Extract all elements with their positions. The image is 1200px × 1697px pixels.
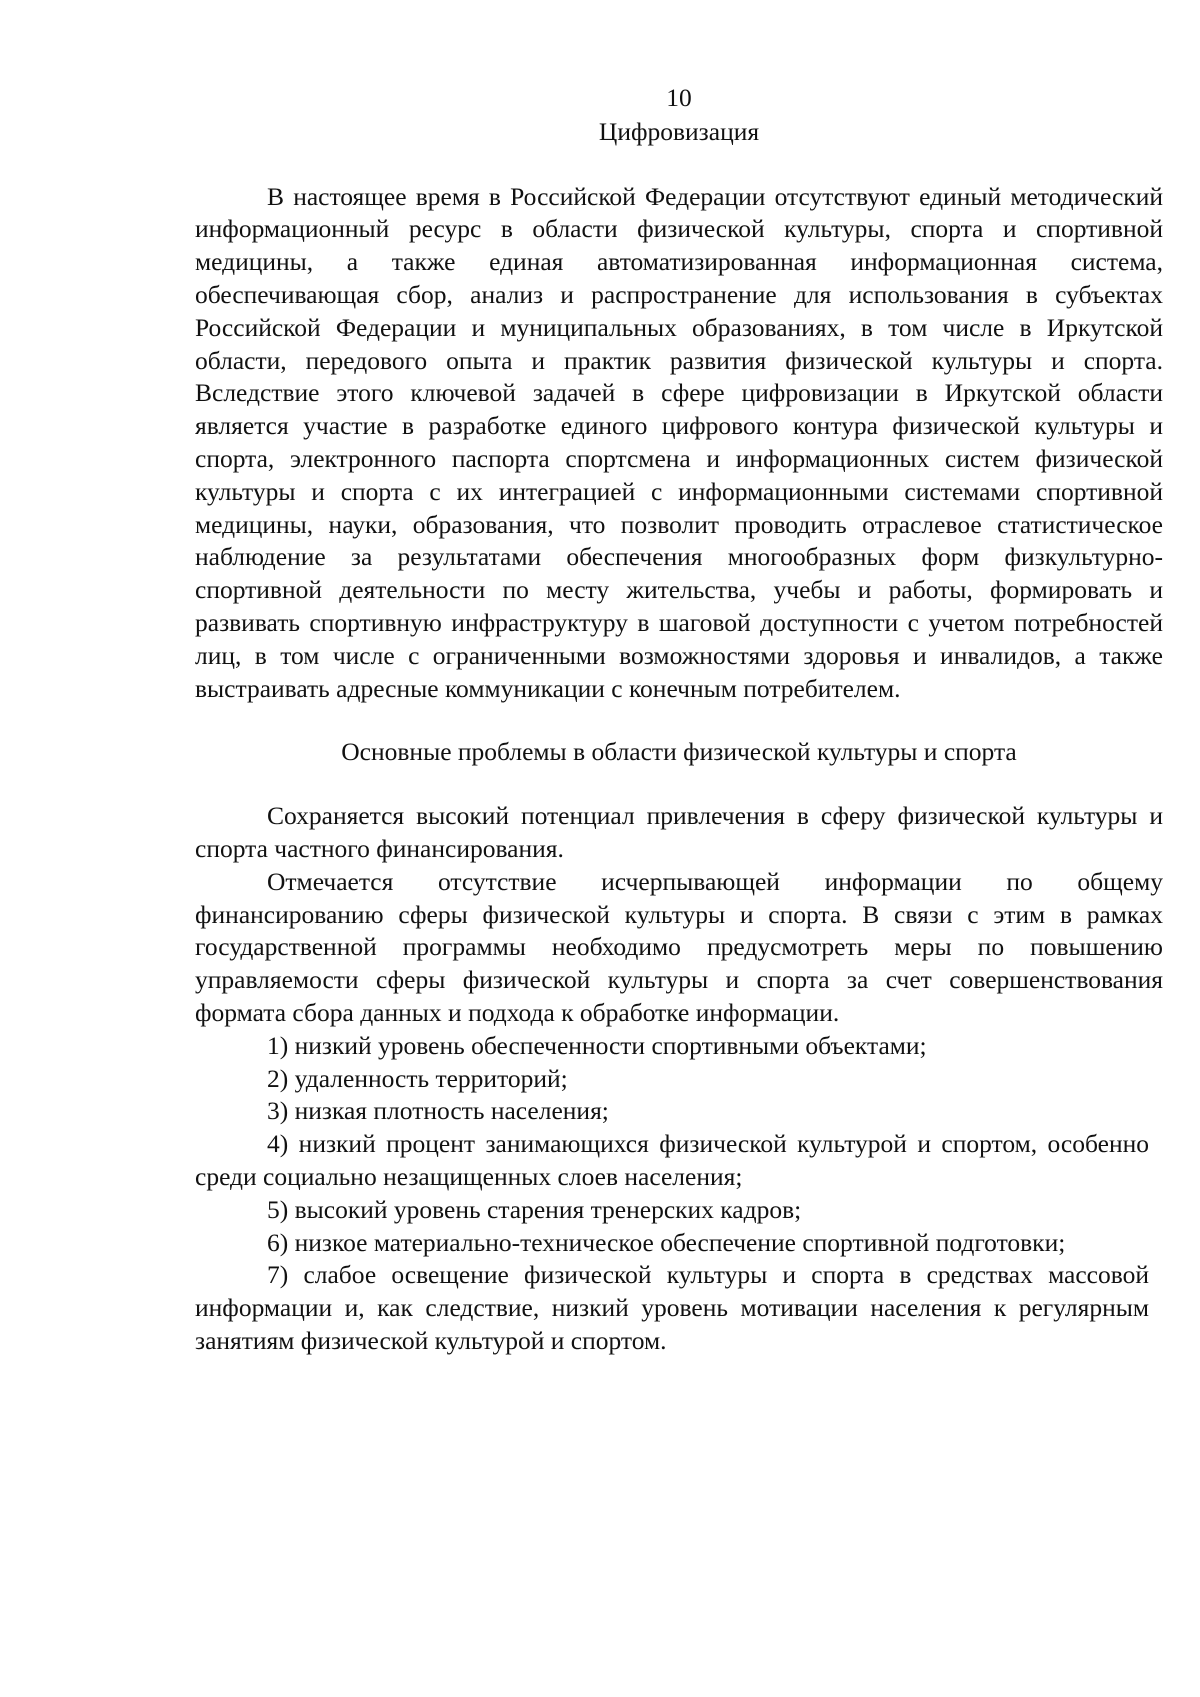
- problem-item-7: 7) слабое освещение физической культуры и спорта в средствах массовой информации и, как следствие, низкий уровень мотивации населения к регулярным занятиям физической культурой и спортом.: [195, 1260, 1149, 1355]
- section-title-digitalization: Цифровизация: [598, 116, 760, 146]
- page-number: 10: [666, 83, 692, 112]
- paragraph-financing-information: Отмечается отсутствие исчерпывающей информации по общему финансированию сферы физической культуры и спорта. В связи с этим в рамках государственной программы необходимо предусмотреть меры по повышению управляемости сферы физической культуры и спорта за счет совершенствования формата сбора данных и подхода к обработке информации.: [195, 866, 1163, 1027]
- paragraph-private-financing: Сохраняется высокий потенциал привлечения в сферу физической культуры и спорта частного финансирования.: [195, 801, 1163, 863]
- problem-item-1: 1) низкий уровень обеспеченности спортивными объектами;: [267, 1030, 927, 1060]
- paragraph-digitalization: В настоящее время в Российской Федерации отсутствуют единый методический информационный ресурс в области физической культуры, спорта и спортивной медицины, а также единая автоматизированная информационная система, обеспечивающая сбор, анализ и распространение для использования в субъектах Российской Федерации и муниципальных образованиях, в том числе в Иркутской области, передового опыта и практик развития физической культуры и спорта. Вследствие этого ключевой задачей в сфере цифровизации в Иркутской области является участие в разработке единого цифрового контура физической культуры и спорта, электронного паспорта спортсмена и информационных систем физической культуры и спорта с их интеграцией с информационными системами спортивной медицины, науки, образования, что позволит проводить отраслевое статистическое наблюдение за результатами обеспечения многообразных форм физкультурно-спортивной деятельности по месту жительства, учебы и работы, формировать и развивать спортивную инфраструктуру в шаговой доступности с учетом потребностей лиц, в том числе с ограниченными возможностями здоровья и инвалидов, а также выстраивать адресные коммуникации с конечным потребителем.: [195, 181, 1163, 703]
- problem-item-4: 4) низкий процент занимающихся физической культурой и спортом, особенно среди социально незащищенных слоев населения;: [195, 1129, 1149, 1191]
- problem-item-3: 3) низкая плотность населения;: [267, 1096, 609, 1126]
- problem-item-2: 2) удаленность территорий;: [267, 1063, 568, 1093]
- section-title-main-problems: Основные проблемы в области физической культуры и спорта: [341, 737, 1017, 767]
- problem-item-5: 5) высокий уровень старения тренерских кадров;: [267, 1194, 802, 1224]
- page-content: [195, 82, 1163, 1358]
- problem-item-6: 6) низкое материально-техническое обеспечение спортивной подготовки;: [267, 1227, 1066, 1257]
